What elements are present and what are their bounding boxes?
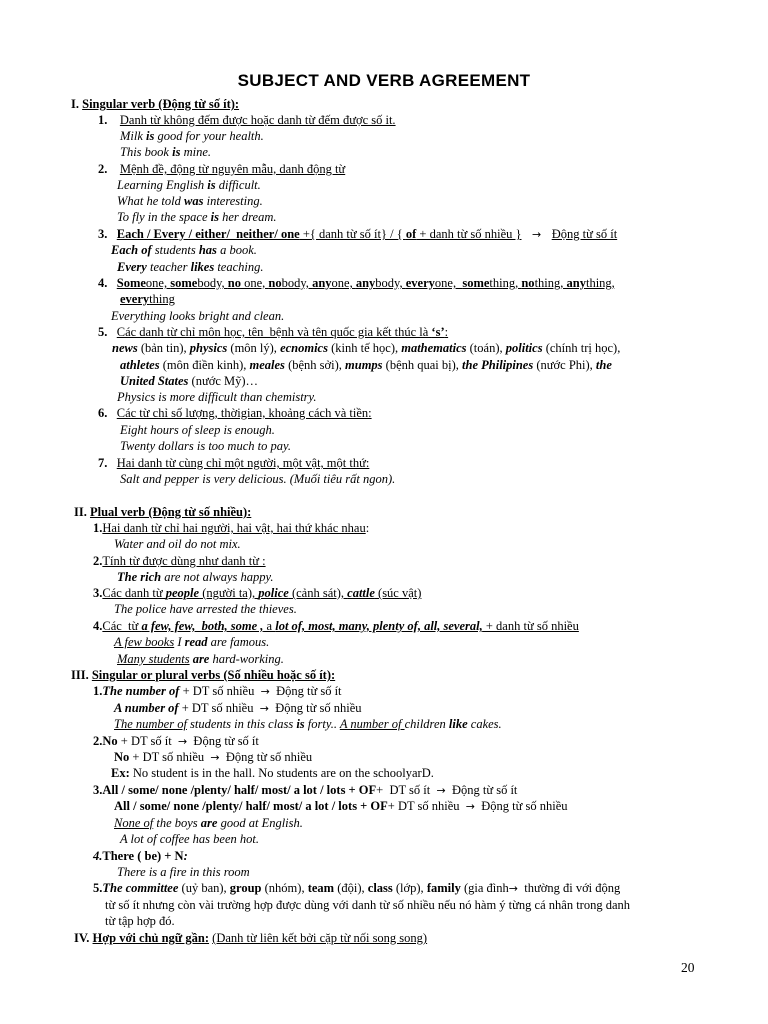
text-run: Tính từ được dùng như danh từ : [102, 554, 266, 568]
text-run: 3. [98, 227, 108, 241]
text-run: was [184, 194, 204, 208]
text-line [114, 634, 269, 650]
text-run: Ex: [111, 766, 130, 780]
text-run: This book [120, 145, 173, 159]
text-run: (chính trị học), [542, 341, 621, 355]
text-run: (lớp), [392, 881, 427, 895]
text-run: are [200, 816, 218, 830]
text-line [120, 831, 259, 847]
text-run: children [404, 717, 449, 731]
text-run: None of [114, 816, 154, 830]
text-run: từ số ít nhưng còn vài trường hợp được dùng với danh từ số nhiều nếu nó hàm ý từng cá nhân trong danh [105, 898, 630, 912]
text-run: people [165, 586, 200, 600]
text-run: cakes. [467, 717, 502, 731]
text-run: Hai danh từ cùng chỉ một người, một vật, một thứ: [116, 456, 370, 470]
text-run: Twenty dollars is too much to pay. [120, 439, 291, 453]
text-run: → [521, 228, 552, 241]
text-run: II. [74, 505, 90, 519]
page-title: SUBJECT AND VERB AGREEMENT [237, 71, 531, 90]
text-run: any [566, 276, 586, 290]
text-run: → [259, 702, 269, 715]
text-run: Singular or plural verbs (Số nhiều hoặc số ít): [91, 668, 336, 682]
text-run: Động từ số nhiều [268, 701, 362, 715]
text-run: the [595, 358, 612, 372]
text-line [117, 259, 264, 275]
text-line [74, 504, 251, 520]
text-line [120, 357, 612, 373]
text-run: students [151, 243, 199, 257]
text-run: Động từ số nhiều [219, 750, 313, 764]
text-line [71, 96, 239, 112]
text-run: likes [190, 260, 215, 274]
text-run: cattle [347, 586, 375, 600]
text-run: forty.. [304, 717, 340, 731]
text-run: The number of [102, 684, 180, 698]
text-run: any [312, 276, 332, 290]
text-line [105, 897, 630, 913]
text-run: Water and oil do not mix. [114, 537, 241, 551]
text-run: Các từ [102, 619, 142, 633]
text-line [120, 128, 264, 144]
text-line [120, 438, 291, 454]
text-run: There is a fire in this room [117, 865, 250, 879]
text-line [117, 209, 277, 225]
text-line [114, 601, 297, 617]
text-run: lot of, most, many, plenty of, all, several, [275, 619, 483, 633]
text-run: (kinh tế học), [327, 341, 402, 355]
text-line [120, 291, 175, 307]
text-line [105, 913, 175, 929]
text-run: interesting. [203, 194, 263, 208]
text-line [114, 815, 303, 831]
text-run: Mệnh đề, động từ nguyên mẫu, danh động từ [119, 162, 346, 176]
text-run: team [307, 881, 335, 895]
text-run: no [268, 276, 282, 290]
text-run: are [192, 652, 210, 666]
text-run: thing, [534, 276, 567, 290]
text-run: one, [240, 276, 269, 290]
text-line [120, 373, 258, 389]
text-run: thường đi với động [517, 881, 621, 895]
text-run: 1. [93, 521, 103, 535]
text-run: Các từ chỉ số lượng, thờigian, khoảng cách và tiền: [116, 406, 372, 420]
text-line [111, 308, 284, 324]
text-run: 4. [93, 849, 103, 863]
text-run: like [448, 717, 468, 731]
text-run: No student is in the hall. No students are on the schoolyarD. [129, 766, 434, 780]
text-run: : [365, 521, 370, 535]
text-run: no [521, 276, 535, 290]
text-run: (nước Mỹ)… [188, 374, 259, 388]
text-run: Hai danh từ chỉ hai người, hai vật, hai thứ khác nhau [102, 521, 366, 535]
text-run: is [296, 717, 305, 731]
text-run: All / some/ none /plenty/ half/ most/ a lot / lots + OF [114, 799, 388, 813]
text-run: + DT số nhiều [129, 750, 211, 764]
text-line [120, 144, 211, 160]
text-line [71, 667, 335, 683]
text-line [117, 193, 263, 209]
text-run: one, [145, 276, 171, 290]
text-line [114, 798, 568, 815]
text-run: → [260, 685, 270, 698]
text-run: is [146, 129, 155, 143]
text-run: IV. [74, 931, 93, 945]
text-run: The committee [102, 881, 179, 895]
text-run: the Philipines [462, 358, 534, 372]
text-run: athletes [120, 358, 160, 372]
text-run: 5. [98, 325, 108, 339]
text-run: → [210, 751, 220, 764]
text-run: 2. [93, 554, 103, 568]
text-run: There ( be) + N [102, 849, 184, 863]
text-run: (bệnh sởi), [284, 358, 346, 372]
text-run: (nhóm), [261, 881, 308, 895]
text-line [111, 242, 257, 258]
text-line [93, 880, 620, 897]
text-run [107, 406, 116, 420]
text-run: Danh từ không đếm được hoặc danh từ đếm được số it. [119, 113, 396, 127]
text-run [107, 162, 120, 176]
text-run: A few books [114, 635, 175, 649]
text-run: Eight hours of sleep is enough. [120, 423, 275, 437]
text-run: good at English. [217, 816, 303, 830]
text-run: A number of [114, 701, 179, 715]
text-run: a few, few, both, some , [141, 619, 264, 633]
text-run: police [258, 586, 289, 600]
text-run: Many students [117, 652, 190, 666]
text-run: The number of [114, 717, 187, 731]
text-line [93, 848, 188, 864]
text-run: mathematics [401, 341, 467, 355]
text-run: : [444, 325, 449, 339]
text-run: Các danh từ [102, 586, 166, 600]
text-run: 2.No [93, 734, 118, 748]
text-run: (đội), [334, 881, 368, 895]
text-line [93, 683, 342, 700]
text-run: 4. [93, 619, 103, 633]
text-run: (môn điền kinh), [159, 358, 250, 372]
text-run: has [198, 243, 217, 257]
text-run: (toán), [466, 341, 506, 355]
text-run: Every [117, 260, 147, 274]
text-line [98, 112, 396, 128]
text-run: is [172, 145, 181, 159]
text-run: Động từ số ít [269, 684, 342, 698]
text-run [107, 227, 116, 241]
text-run [107, 276, 116, 290]
text-run: family [426, 881, 461, 895]
text-run: body, [281, 276, 313, 290]
text-run: III. [71, 668, 92, 682]
text-run: thing [149, 292, 175, 306]
text-line [93, 585, 421, 601]
text-run: thing, [489, 276, 522, 290]
text-run: hard-working. [209, 652, 284, 666]
text-run [107, 113, 120, 127]
text-run: is [207, 178, 216, 192]
text-run: 7. [98, 456, 108, 470]
text-run: Các danh từ chỉ môn học, tên bệnh và tên quốc gia kết thúc là [116, 325, 432, 339]
text-line [117, 389, 317, 405]
text-run: (môn lý), [227, 341, 281, 355]
text-run: → [465, 800, 476, 813]
text-run: (súc vật) [374, 586, 422, 600]
text-run: are famous. [207, 635, 270, 649]
page-number: 20 [681, 960, 695, 975]
text-line [114, 700, 362, 717]
text-run: is [210, 210, 219, 224]
text-run: → [436, 784, 446, 797]
text-run: 1. [98, 113, 108, 127]
text-run: Plual verb (Động từ số nhiều): [89, 505, 252, 519]
text-run [107, 325, 116, 339]
text-run: I [174, 635, 185, 649]
text-run: teacher [146, 260, 191, 274]
text-run: Động từ số ít [445, 783, 518, 797]
text-run: → [177, 735, 188, 748]
text-line [114, 716, 502, 732]
text-line [98, 226, 617, 243]
text-run: a book. [216, 243, 257, 257]
text-run: some [170, 276, 198, 290]
text-run: mumps [345, 358, 383, 372]
text-run: any [355, 276, 376, 290]
text-run: Learning English [117, 178, 208, 192]
text-run: Milk [120, 129, 147, 143]
text-run: students in this class [186, 717, 297, 731]
text-run: every [405, 276, 435, 290]
text-run: 2. [98, 162, 108, 176]
text-run: Động từ số nhiều [475, 799, 568, 813]
text-run: of [405, 227, 417, 241]
text-run: Động từ số ít [187, 734, 259, 748]
text-line [111, 765, 434, 781]
text-run: some [462, 276, 490, 290]
text-run: difficult. [215, 178, 261, 192]
text-line [120, 422, 275, 438]
text-run: read [184, 635, 208, 649]
text-run: the boys [153, 816, 201, 830]
text-run: (uỷ ban), [178, 881, 230, 895]
text-run: ecnomics [280, 341, 328, 355]
text-run: no [227, 276, 241, 290]
text-run: one, [331, 276, 356, 290]
text-run: The police have arrested the thieves. [114, 602, 297, 616]
text-run: physics [189, 341, 228, 355]
text-run: (bệnh quai bị), [382, 358, 463, 372]
text-run: thing, [585, 276, 615, 290]
text-run [107, 456, 116, 470]
text-line [117, 569, 274, 585]
text-line [114, 536, 241, 552]
text-run: United States [120, 374, 189, 388]
text-run: Each of [111, 243, 152, 257]
text-line [93, 782, 517, 799]
text-line [112, 340, 620, 356]
text-run: Physics is more difficult than chemistry. [117, 390, 317, 404]
text-run: Some [116, 276, 146, 290]
text-run: ‘s’ [431, 325, 445, 339]
text-line [98, 405, 372, 421]
text-run: + DT số ít [117, 734, 178, 748]
text-line [117, 177, 261, 193]
text-line [98, 161, 345, 177]
text-line [98, 324, 448, 340]
text-line [93, 520, 369, 536]
text-run: No [114, 750, 130, 764]
text-run: A number of [339, 717, 405, 731]
text-line [114, 749, 312, 766]
text-run: (gia đình [460, 881, 509, 895]
text-run: (người ta), [199, 586, 259, 600]
text-run: body, [375, 276, 406, 290]
text-run: every [120, 292, 150, 306]
text-run: + danh từ số nhiều } [416, 227, 522, 241]
text-run: (Danh từ liên kết bởi cặp từ nối song song) [212, 931, 428, 945]
text-run: + DT số ít [376, 783, 437, 797]
text-line [93, 618, 579, 634]
text-run: + DT số nhiều [179, 684, 261, 698]
text-run: meales [249, 358, 285, 372]
text-run: good for your health. [154, 129, 264, 143]
text-run: 3.All / some/ none /plenty/ half/ most/ a lot / lots + OF [93, 783, 377, 797]
text-run: politics [505, 341, 543, 355]
text-run: her dream. [218, 210, 277, 224]
text-run: group [229, 881, 262, 895]
text-run: are not always happy. [161, 570, 274, 584]
text-run: Each / Every / either/ neither/ one [116, 227, 300, 241]
text-line [117, 864, 250, 880]
text-run: + danh từ số nhiều [482, 619, 579, 633]
text-run: 4. [98, 276, 108, 290]
text-run: A lot of coffee has been hot. [120, 832, 259, 846]
text-run: class [367, 881, 393, 895]
text-run: teaching. [214, 260, 264, 274]
text-run: Động từ số ít [551, 227, 618, 241]
text-run: → [508, 882, 518, 895]
text-run: I. [71, 97, 83, 111]
text-run: (cảnh sát), [288, 586, 348, 600]
text-run: (nước Phi), [533, 358, 596, 372]
text-run: 3. [93, 586, 103, 600]
text-line [93, 553, 266, 569]
text-run: Singular verb (Động từ số ít): [82, 97, 240, 111]
text-run: a [263, 619, 276, 633]
text-run: 1. [93, 684, 103, 698]
text-run: 5. [93, 881, 103, 895]
text-run: (bản tin), [137, 341, 190, 355]
text-run: 6. [98, 406, 108, 420]
text-line [98, 275, 615, 291]
text-line [93, 733, 259, 750]
text-line [74, 930, 427, 946]
text-run: + DT số nhiều [178, 701, 260, 715]
text-line [117, 651, 284, 667]
text-run: body, [197, 276, 228, 290]
text-run: The rich [117, 570, 162, 584]
text-run: Salt and pepper is very delicious. (Muối tiêu rất ngon). [120, 472, 396, 486]
text-run: Everything looks bright and clean. [111, 309, 285, 323]
text-run: news [112, 341, 138, 355]
text-line [120, 471, 395, 487]
text-run: To fly in the space [117, 210, 211, 224]
text-run: +{ danh từ số ít} / { [299, 227, 406, 241]
text-run: : [183, 849, 188, 863]
text-run: từ tập hợp đó. [105, 914, 175, 928]
text-line [98, 455, 369, 471]
text-run: + DT số nhiều [387, 799, 466, 813]
text-run: one, [434, 276, 463, 290]
text-run: mine. [180, 145, 211, 159]
text-run: What he told [117, 194, 185, 208]
text-run: Hợp với chủ ngữ gần: [92, 931, 210, 945]
